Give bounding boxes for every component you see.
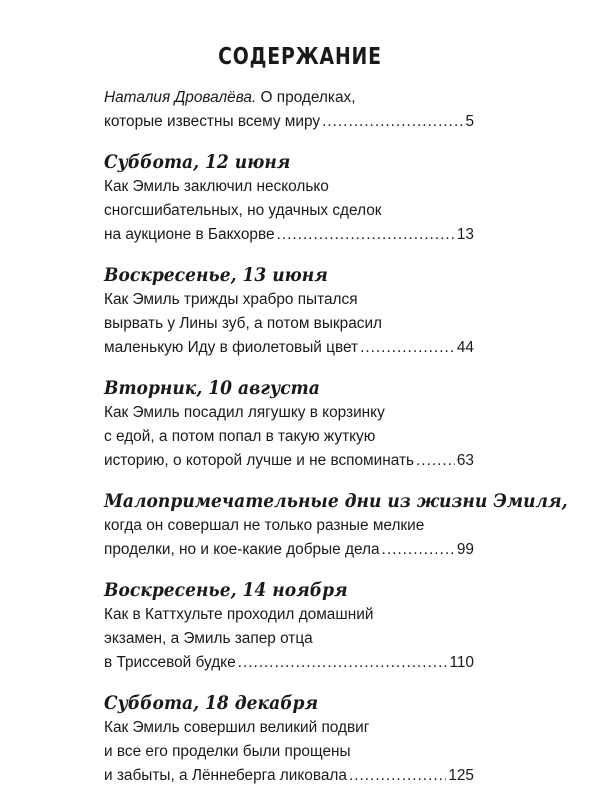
toc-line: Как Эмиль совершил великий подвиг xyxy=(104,719,370,736)
table-of-contents xyxy=(104,86,568,788)
toc-last-line xyxy=(104,651,474,675)
chapter-heading: Суббота, 12 июня xyxy=(104,151,291,173)
toc-last-line xyxy=(104,110,474,134)
toc-line: экзамен, а Эмиль запер отца xyxy=(104,630,313,647)
page-number: 99 xyxy=(456,541,474,558)
chapter-heading: Суббота, 18 декабря xyxy=(104,692,319,714)
dot-leader xyxy=(349,764,446,788)
toc-last-text: маленькую Иду в фиолетовый цвет xyxy=(104,339,359,356)
toc-line: Как в Каттхульте проходил домашний xyxy=(104,606,374,623)
page-number: 13 xyxy=(456,226,474,243)
toc-last-line xyxy=(104,764,474,788)
page-number: 125 xyxy=(448,767,474,784)
toc-entry xyxy=(104,578,474,675)
chapter-heading: Воскресенье, 13 июня xyxy=(104,264,328,286)
page-number: 44 xyxy=(456,339,474,356)
dot-leader xyxy=(416,449,455,473)
dot-leader xyxy=(238,651,448,675)
page-number: 5 xyxy=(465,113,474,130)
toc-line: вырвать у Лины зуб, а потом выкрасил xyxy=(104,315,383,332)
toc-line: и все его проделки были прощены xyxy=(104,743,351,760)
chapter-heading: Вторник, 10 августа xyxy=(104,377,320,399)
toc-last-text: и забыты, а Лённеберга ликовала xyxy=(104,767,347,784)
toc-line: Как Эмиль заключил несколько xyxy=(104,178,329,195)
toc-line: Как Эмиль посадил лягушку в корзинку xyxy=(104,404,385,421)
intro-line-text: О проделках, xyxy=(256,89,356,106)
toc-line: с едой, а потом попал в такую жуткую xyxy=(104,428,376,445)
toc-last-text: в Триссевой будке xyxy=(104,654,236,671)
toc-last-line xyxy=(104,336,474,360)
dot-leader xyxy=(277,223,455,247)
toc-last-text: проделки, но и кое-какие добрые дела xyxy=(104,541,380,558)
dot-leader xyxy=(322,110,463,134)
chapter-heading: Воскресенье, 14 ноября xyxy=(104,579,348,601)
toc-entry xyxy=(104,489,568,562)
toc-last-text: на аукционе в Бакхорве xyxy=(104,226,275,243)
dot-leader xyxy=(382,538,455,562)
page-number: 63 xyxy=(456,452,474,469)
toc-entry xyxy=(104,263,474,360)
toc-entry xyxy=(104,691,474,788)
toc-line: Как Эмиль трижды храбро пытался xyxy=(104,291,358,308)
toc-last-line xyxy=(104,538,474,562)
toc-entry xyxy=(104,150,474,247)
toc-last-line xyxy=(104,223,474,247)
page-number: 110 xyxy=(449,654,474,671)
dot-leader xyxy=(360,336,455,360)
toc-line xyxy=(104,86,474,110)
toc-line: когда он совершал не только разные мелкие xyxy=(104,517,425,534)
toc-last-text: историю, о которой лучше и не вспоминать xyxy=(104,452,415,469)
toc-entry xyxy=(104,376,474,473)
toc-entry-intro xyxy=(104,86,474,134)
chapter-heading: Малопримечательные дни из жизни Эмиля, xyxy=(104,490,568,512)
intro-author: Наталия Дровалёва. xyxy=(104,89,257,106)
toc-last-line xyxy=(104,449,474,473)
page-title: СОДЕРЖАНИЕ xyxy=(218,44,382,70)
toc-line: сногсшибательных, но удачных сделок xyxy=(104,202,382,219)
toc-last-text: которые известны всему миру xyxy=(104,113,321,130)
